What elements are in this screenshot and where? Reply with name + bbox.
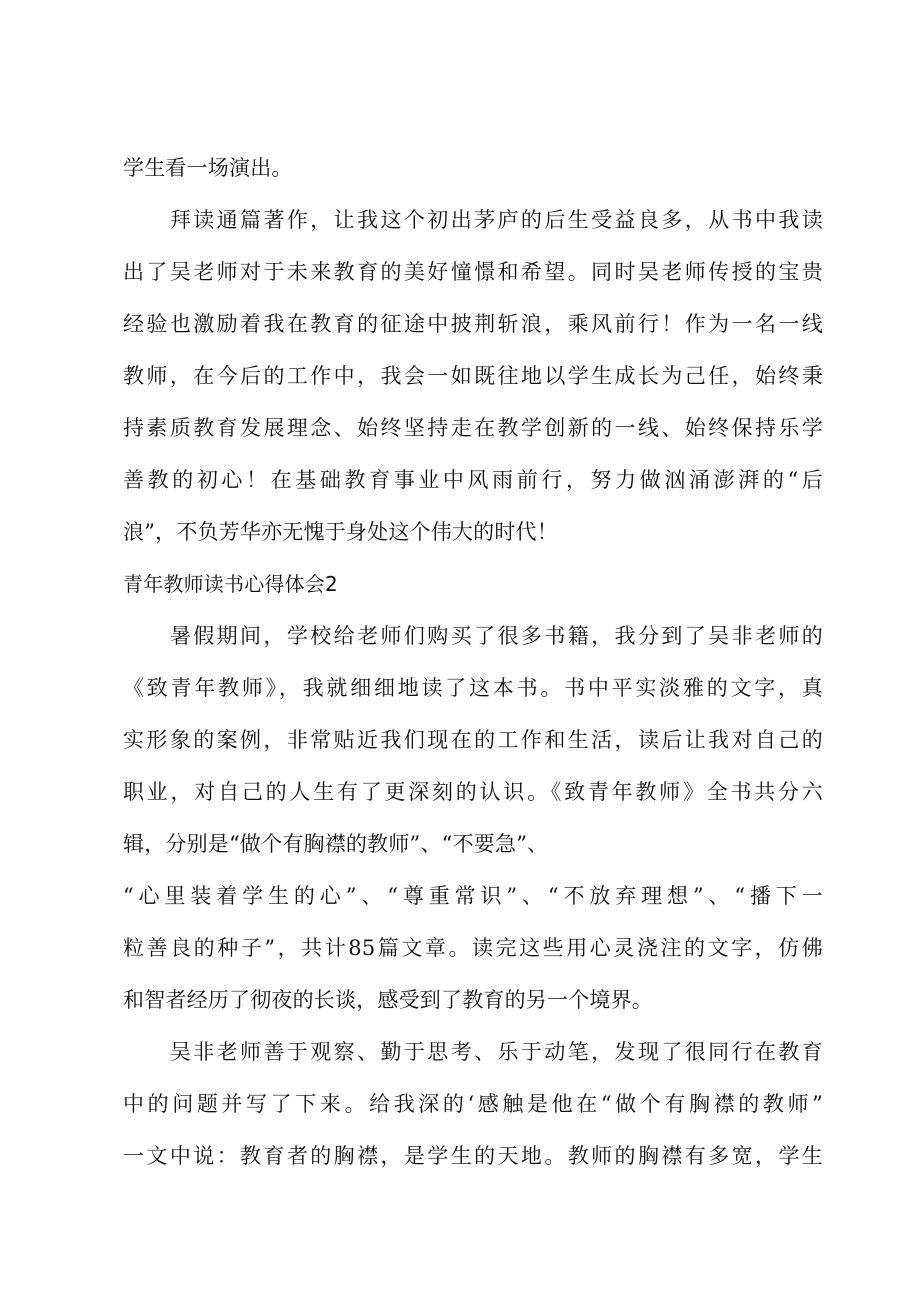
text-line: 浪”，不负芳华亦无愧于身处这个伟大的时代！ bbox=[123, 520, 558, 544]
text-line: 职业，对自己的人生有了更深刻的认识。《致青年教师》全书共分六 bbox=[123, 780, 823, 804]
text-line: 善教的初心！在基础教育事业中风雨前行，努力做汹涌澎湃的“后 bbox=[123, 468, 823, 492]
text-line: 出了吴老师对于未来教育的美好憧憬和希望。同时吴老师传授的宝贵 bbox=[123, 260, 823, 284]
text-line: 学生看一场演出。 bbox=[123, 156, 293, 180]
text-line: 拜读通篇著作，让我这个初出茅庐的后生受益良多，从书中我读 bbox=[123, 208, 823, 232]
text-line: 一文中说：教育者的胸襟，是学生的天地。教师的胸襟有多宽，学生 bbox=[123, 1144, 823, 1168]
text-line: “心里装着学生的心”、“尊重常识”、“不放弃理想”、“播下一 bbox=[123, 884, 823, 908]
text-line: 暑假期间，学校给老师们购买了很多书籍，我分到了吴非老师的 bbox=[123, 624, 823, 648]
text-line: 粒善良的种子”，共计85篇文章。读完这些用心灵浇注的文字，仿佛 bbox=[123, 936, 823, 960]
text-line: 辑，分别是“做个有胸襟的教师”、“不要急”、 bbox=[123, 832, 549, 856]
section-heading: 青年教师读书心得体会2 bbox=[123, 572, 338, 596]
text-line: 《致青年教师》，我就细细地读了这本书。书中平实淡雅的文字，真 bbox=[123, 676, 823, 700]
document-body bbox=[123, 142, 823, 1182]
text-line: 教师，在今后的工作中，我会一如既往地以学生成长为己任，始终秉 bbox=[123, 364, 823, 388]
text-line: 持素质教育发展理念、始终坚持走在教学创新的一线、始终保持乐学 bbox=[123, 416, 823, 440]
text-line: 中的问题并写了下来。给我深的‘感触是他在“做个有胸襟的教师” bbox=[123, 1092, 823, 1116]
text-line: 实形象的案例，非常贴近我们现在的工作和生活，读后让我对自己的 bbox=[123, 728, 823, 752]
text-line: 经验也激励着我在教育的征途中披荆斩浪，乘风前行！作为一名一线 bbox=[123, 312, 823, 336]
text-line: 和智者经历了彻夜的长谈，感受到了教育的另一个境界。 bbox=[123, 988, 653, 1012]
text-line: 吴非老师善于观察、勤于思考、乐于动笔，发现了很同行在教育 bbox=[123, 1040, 823, 1064]
